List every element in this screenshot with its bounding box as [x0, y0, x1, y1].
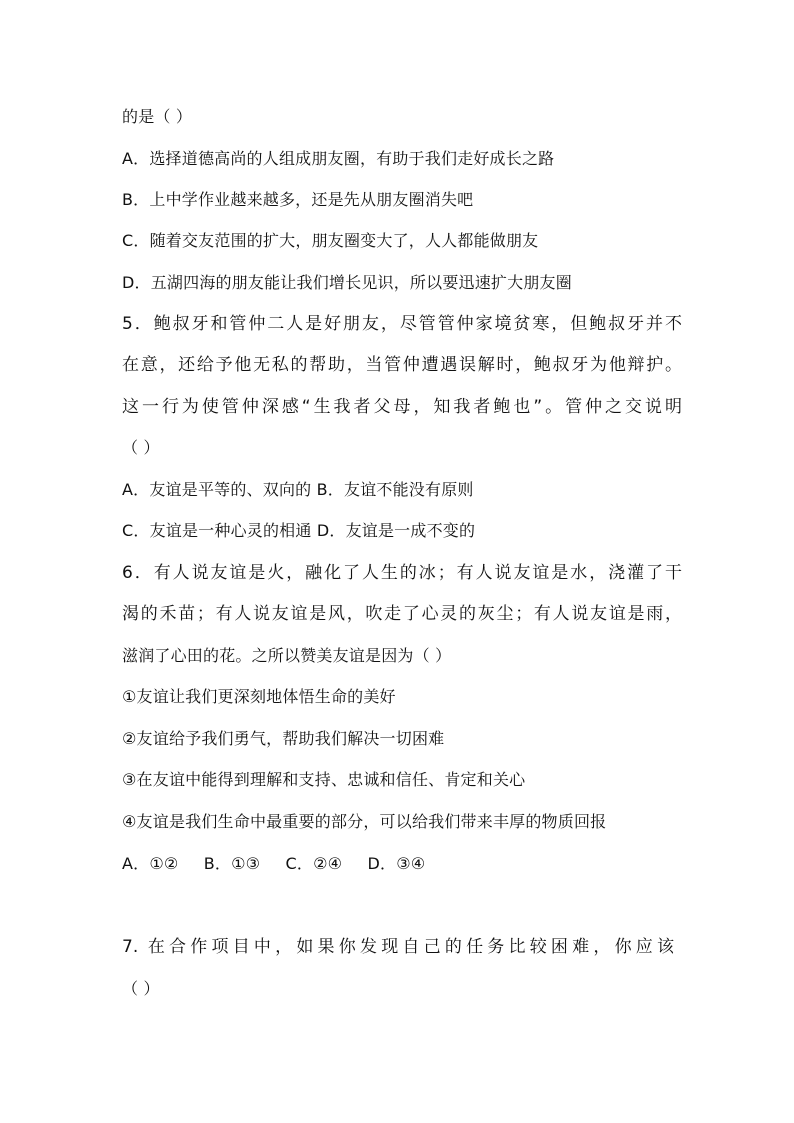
q4-option-b: B．上中学作业越来越多，还是先从朋友圈消失吧	[122, 190, 474, 209]
q6-option-a: A．①②	[122, 854, 179, 873]
q7-blank: （ ）	[122, 979, 160, 998]
q6-statement-2: ②友谊给予我们勇气，帮助我们解决一切困难	[122, 729, 445, 748]
q5-stem-line-2: 在意，还给予他无私的帮助，当管仲遭遇误解时，鲍叔牙为他辩护。	[122, 355, 682, 375]
q6-statement-4: ④友谊是我们生命中最重要的部分，可以给我们带来丰厚的物质回报	[122, 812, 607, 831]
q5-options-ab: A．友谊是平等的、双向的 B．友谊不能没有原则	[122, 480, 474, 499]
q4-option-a: A．选择道德高尚的人组成朋友圈，有助于我们走好成长之路	[122, 149, 555, 168]
q6-stem-line-1: 6．有人说友谊是火，融化了人生的冰；有人说友谊是水，浇灌了干	[122, 563, 682, 583]
q4-option-c: C．随着交友范围的扩大，朋友圈变大了，人人都能做朋友	[122, 231, 539, 250]
q6-option-d: D．③④	[367, 854, 426, 873]
q6-statement-3: ③在友谊中能得到理解和支持、忠诚和信任、肯定和关心	[122, 770, 526, 789]
q5-blank: （ ）	[122, 438, 160, 457]
q4-stem-end: 的是（ ）	[122, 107, 193, 126]
q6-statement-1: ①友谊让我们更深刻地体悟生命的美好	[122, 687, 396, 706]
q6-option-b: B．①③	[203, 854, 261, 873]
q5-options-cd: C．友谊是一种心灵的相通 D．友谊是一成不变的	[122, 521, 476, 540]
q7-stem-line-1: 7. 在合作项目中，如果你发现自己的任务比较困难，你应该	[122, 937, 674, 957]
q5-stem-line-3: 这一行为使管仲深感“生我者父母，知我者鲍也”。管仲之交说明	[122, 397, 682, 417]
q5-stem-line-1: 5．鲍叔牙和管仲二人是好朋友，尽管管仲家境贫寒，但鲍叔牙并不	[122, 314, 682, 334]
q6-options	[122, 853, 445, 875]
q6-stem-line-2: 渴的禾苗；有人说友谊是风，吹走了心灵的灰尘；有人说友谊是雨，	[122, 604, 682, 624]
q6-stem-line-3: 滋润了心田的花。之所以赞美友谊是因为（ ）	[122, 646, 452, 665]
q4-option-d: D．五湖四海的朋友能让我们增长见识，所以要迅速扩大朋友圈	[122, 273, 572, 292]
q6-option-c: C．②④	[285, 854, 343, 873]
